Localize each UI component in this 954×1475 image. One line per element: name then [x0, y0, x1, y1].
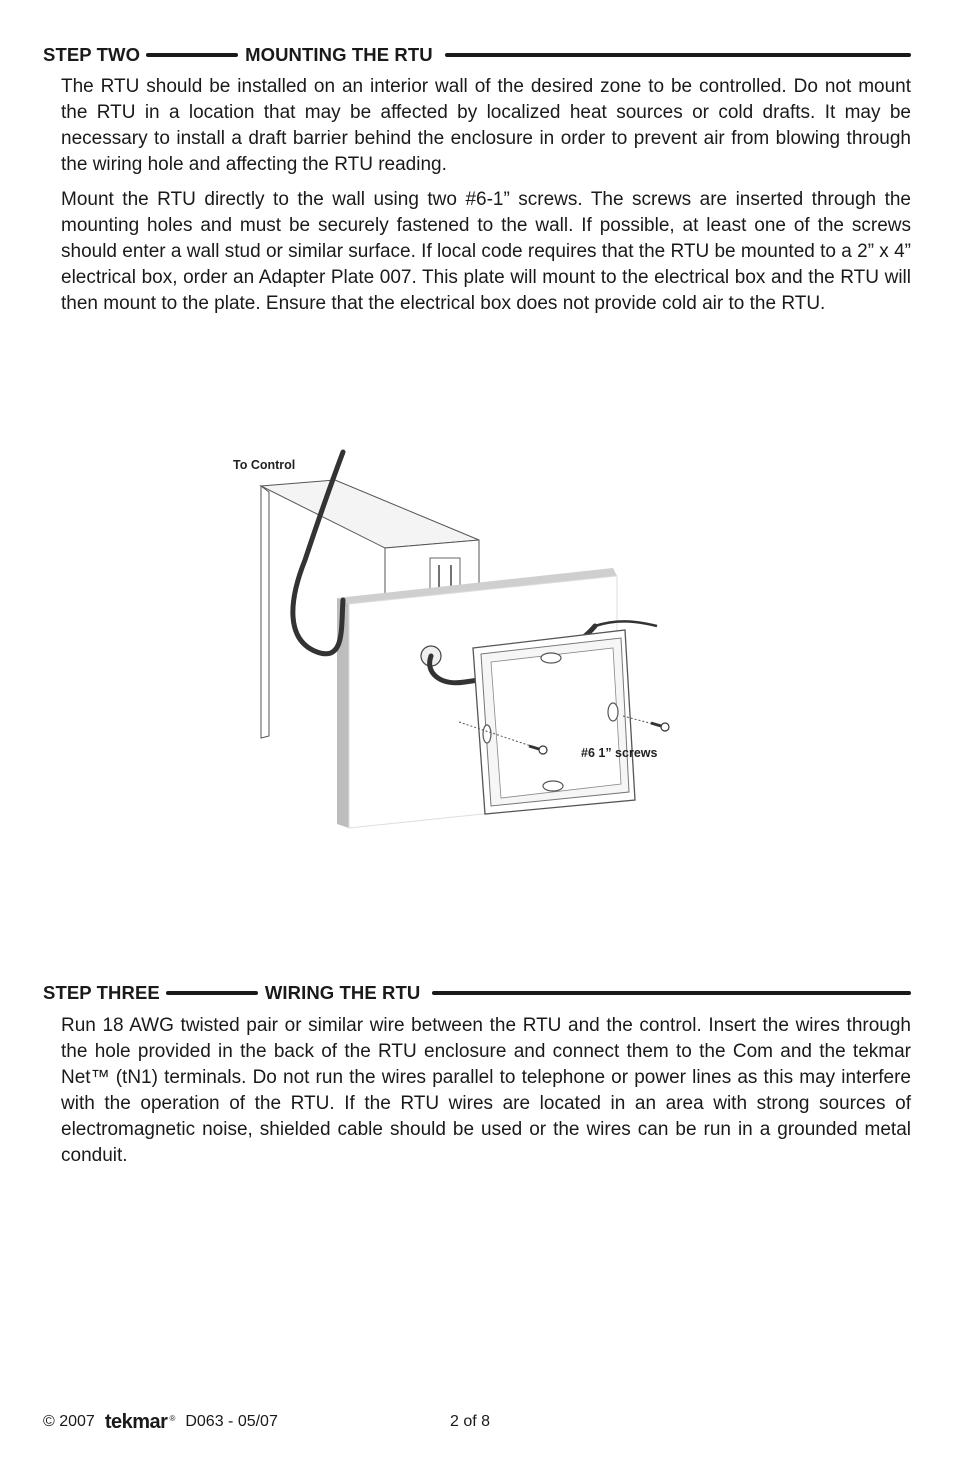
step-three-title: WIRING THE RTU — [264, 982, 421, 1003]
step-two-paragraph-2: Mount the RTU directly to the wall using two #6-1” screws. The screws are inserted through the mounting holes and must be securely fastened to the wall. If possible, at least one of the screws should enter a wall stud or similar surface. If local code requires that the RTU be mounted to a 2” x 4” electrical box, order an Adapter Plate 007. This plate will mount to the electrical box and the RTU will then mount to the plate. Ensure that the electrical box does not provide cold air to the RTU. — [61, 189, 911, 314]
step-three-heading — [43, 982, 911, 1004]
copyright: © 2007 — [43, 1413, 95, 1430]
heading-rule — [445, 53, 911, 57]
heading-rule — [146, 53, 238, 57]
step-two-paragraph-1: The RTU should be installed on an interior wall of the desired zone to be controlled. Do not mount the RTU in a location that may be affected by localized heat sources or cold drafts. It may be necessary to install a draft barrier behind the enclosure in order to prevent air from blowing through the wiring hole and affecting the RTU reading. — [61, 76, 911, 175]
step-three-paragraph: Run 18 AWG twisted pair or similar wire between the RTU and the control. Insert the wires through the hole provided in the back of the RTU enclosure and connect them to the Com and the tekmar Net™ (tN1) terminals. Do not run the wires parallel to telephone or power lines as this may interfere with the operation of the RTU. If the RTU wires are located in an area with strong sources of electromagnetic noise, shielded cable should be used or the wires can be run in a grounded metal conduit. — [61, 1015, 911, 1166]
screws-label: #6 1” screws — [581, 746, 658, 760]
to-control-label: To Control — [233, 458, 296, 472]
registered-mark: ® — [169, 1413, 176, 1423]
step-three-label: STEP THREE — [43, 982, 160, 1003]
document-code: D063 - 05/07 — [185, 1413, 278, 1430]
mounting-illustration — [225, 440, 695, 840]
step-two-label: STEP TWO — [43, 44, 141, 65]
heading-rule — [166, 991, 258, 995]
footer — [43, 1410, 278, 1434]
step-two-heading — [43, 44, 911, 66]
tekmar-logo: tekmar — [104, 1410, 168, 1433]
page-number: 2 of 8 — [450, 1413, 491, 1430]
step-two-title: MOUNTING THE RTU — [245, 44, 433, 65]
heading-rule — [432, 991, 911, 995]
